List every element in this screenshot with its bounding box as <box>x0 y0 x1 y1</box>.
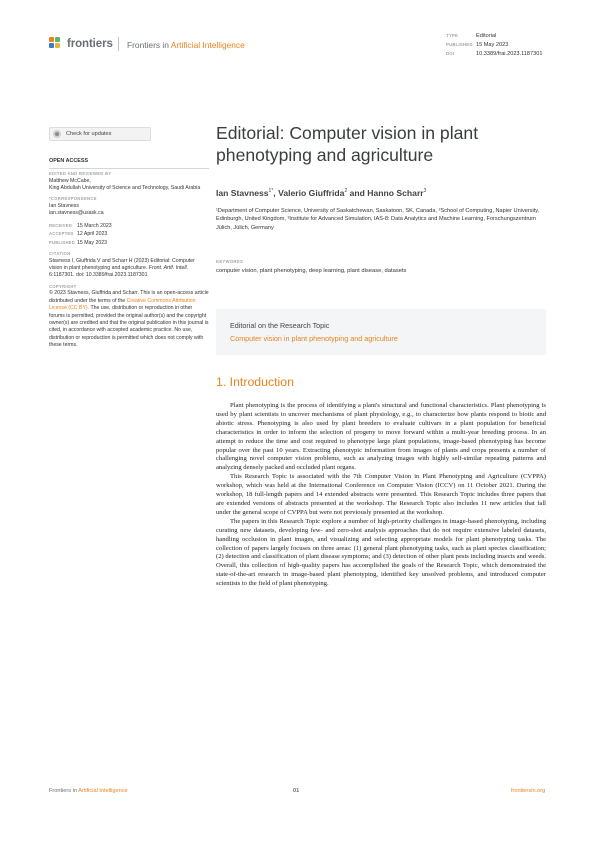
copyright-text: © 2023 Stavness, Giuffrida and Scharr. This is an open-access article distributed under the terms of the Creative Commons Attribution License (CC BY). The use, distribution or reproduction in other forums is permitted, provided the original author(s) and the copyright owner(s) are credited and that the original publication in this journal is cited, in accordance with accepted academic practice. No use, distribution or reproduction is permitted which does not comply with these terms. <box>49 290 209 349</box>
date-received: RECEIVED 15 March 2023 <box>49 222 112 229</box>
open-access-label: OPEN ACCESS <box>49 158 89 164</box>
article-sidebar <box>49 158 209 350</box>
journal-name[interactable] <box>127 40 245 50</box>
author-name[interactable]: Ian Stavness <box>216 188 269 198</box>
research-topic-box <box>216 309 546 355</box>
copyright-label: COPYRIGHT <box>49 283 77 289</box>
affiliations: ¹Department of Computer Science, University of Saskatchewan, Saskatoon, SK, Canada, ²School of Computing, Napier University, Edinburgh, United Kingdom, ³Institute for Advanced Simulation, IAS-8: Data Analytics and Machine Learning, Forschungszentrum Jülich, Jülich, Germany <box>216 208 540 231</box>
check-updates-label: Check for updates <box>66 131 112 137</box>
article-meta <box>446 32 542 58</box>
date-accepted: ACCEPTED 12 April 2023 <box>49 231 108 238</box>
meta-type: TYPE Editorial <box>446 33 497 39</box>
research-topic-link[interactable]: Computer vision in plant phenotyping and agriculture <box>230 334 398 343</box>
body-paragraph: This Research Topic is associated with the 7th Computer Vision in Plant Phenotyping and Agriculture (CVPPA) workshop, which was held at the International Conference on Computer Vision (ICCV) on 11 October 2021. During the workshop, 18 full-length papers and 14 extended abstracts were presented. This Research Topic includes three papers that are extended versions of abstracts presented at the workshop. The Research Topic also includes 11 new articles that fall under the general scope of CVPPA but were not previously presented at the workshop. <box>216 473 546 516</box>
sidebar-divider <box>49 168 209 169</box>
meta-doi: DOI 10.3389/frai.2023.1187301 <box>446 50 543 57</box>
meta-published: PUBLISHED 15 May 2023 <box>446 41 509 48</box>
citation-journal: Front. Artif. Intell. <box>148 264 189 271</box>
check-for-updates-button[interactable] <box>49 127 151 141</box>
frontiers-logo-icon <box>49 37 63 51</box>
keywords-label: KEYWORDS <box>216 259 244 264</box>
cc-license-link[interactable]: Creative Commons Attribution License (CC BY). <box>49 297 196 312</box>
journal-title: Artificial Intelligence <box>170 40 245 50</box>
research-topic-label: Editorial on the Research Topic <box>230 321 330 330</box>
citation-label: CITATION <box>49 250 71 256</box>
article-body <box>216 402 546 589</box>
date-published: PUBLISHED 15 May 2023 <box>49 239 107 246</box>
editor-name: Matthew McCabe, <box>49 177 91 184</box>
section-heading: 1. Introduction <box>216 375 294 389</box>
citation-text: Stavness I, Giuffrida V and Scharr H (2023) Editorial: Computer vision in plant phenotyping and agriculture. Front. Artif. Intell. 6:1187301. doi: 10.3389/frai.2023.1187301 <box>49 257 195 279</box>
edited-by-label: EDITED AND REVIEWED BY <box>49 170 112 176</box>
keywords: computer vision, plant phenotyping, deep learning, plant disease, datasets <box>216 268 407 274</box>
body-paragraph: The papers in this Research Topic explore a number of high-priority challenges in image-based phenotyping, including curating new datasets, developing few- and zero-shot analysis approaches that do not require extensive labeled datasets, handling occlusion in plant images, and visualizing and selecting appropriate models for plant phenotyping tasks. The collection of papers largely focuses on three areas: (1) general plant phenotyping tasks, such as plant species classification; (2) detection and classification of plant disease symptoms; and (3) detection of other plant pests including insects and weeds. Overall, this collection of high-quality papers has accomplished the goals of the Research Topic, which demonstrated the state-of-the-art research in image-based plant phenotyping, identified key unsolved problems, and introduced computer scientists to the field of plant phenotyping. <box>216 517 546 588</box>
correspondence-name: Ian Stavness <box>49 202 79 209</box>
header-divider <box>118 37 119 51</box>
frontiers-logo <box>49 36 113 52</box>
body-paragraph: Plant phenotyping is the process of identifying a plant's structural and functional characteristics. Plant phenotyping is used by plant scientists to uncover mechanisms of plant physiology, e.g., to characterize how plants respond to biotic and abiotic stress. Phenotyping is also used by plant breeders to evaluate cultivars in a plant population for beneficial characteristics in order to inform the selection of progeny to move forward within a multi-year breeding process. In an attempt to reduce the time and cost required to phenotype large plant populations, image-based phenotyping has become popular over the past 10 years. Extracting phenotypic information from images of plants and crops presents a number of challenging novel computer vision problems, such as analyzing images with highly self-similar repeating patterns and analyzing densely packed and occluded plant organs. <box>216 402 546 472</box>
editor-affiliation: King Abdullah University of Science and Technology, Saudi Arabia <box>49 184 201 191</box>
correspondence-email[interactable]: ian.stavness@usask.ca <box>49 210 104 217</box>
journal-prefix: Frontiers in <box>127 40 169 50</box>
article-title: Editorial: Computer vision in plant phenotyping and agriculture <box>216 123 479 165</box>
author-list: Ian Stavness$^{1*}$, Valerio Giuffrida$^2$ and Hanno Scharr$^3$ <box>216 188 427 198</box>
author-name[interactable]: Hanno Scharr <box>367 188 424 198</box>
footer-journal[interactable]: Frontiers in Artificial Intelligence <box>49 788 128 794</box>
article-dates <box>49 222 209 247</box>
page-number: 01 <box>293 788 300 794</box>
logo-text: frontiers <box>67 38 113 50</box>
correspondence-label: *CORRESPONDENCE <box>49 196 97 202</box>
author-name[interactable]: Valerio Giuffrida <box>278 188 345 198</box>
footer-site-link[interactable]: frontiersin.org <box>511 788 546 794</box>
check-updates-icon <box>53 130 61 138</box>
